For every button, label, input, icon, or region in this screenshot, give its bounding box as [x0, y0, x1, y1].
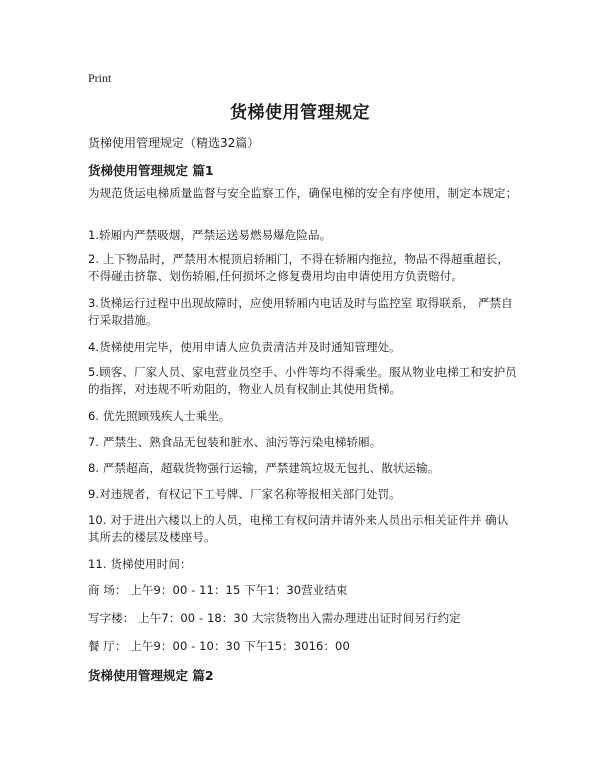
- section-heading-1: 货梯使用管理规定 篇1: [88, 163, 214, 178]
- schedule-restaurant: 餐 厅： 上午9：00 - 10：30 下午15：3016：00: [88, 639, 350, 653]
- paragraph-rule-5: 5.顾客、厂家人员、家电营业员空手、小件等均不得乘坐。服从物业电梯工和安护员的指挥，对违规不听劝阻的，物业人员有权制止其使用货梯。: [88, 365, 517, 396]
- section-heading-2: 货梯使用管理规定 篇2: [88, 668, 214, 683]
- paragraph-rule-3: 3.货梯运行过程中出现故障时，应使用轿厢内电话及时与监控室 取得联系， 严禁自行采取措施。: [88, 296, 513, 327]
- paragraph-rule-2: 2. 上下物品时，严禁用木棍顶启轿厢门，不得在轿厢内拖拉，物品不得超重超长，不得碰击挤靠、划伤轿厢,任何损坏之修复费用均由申请使用方负责赔付。: [88, 252, 509, 283]
- paragraph-rule-9: 9.对违规者，有权记下工号牌、厂家名称等报相关部门处罚。: [88, 487, 401, 501]
- paragraph-rule-6: 6. 优先照顾残疾人士乘坐。: [88, 409, 231, 423]
- paragraph-rule-11: 11. 货梯使用时间：: [88, 557, 192, 571]
- schedule-mall: 商 场： 上午9：00 - 11：15 下午1：30营业结束: [88, 583, 348, 597]
- document-subtitle: 货梯使用管理规定（精选32篇）: [88, 136, 260, 150]
- paragraph-rule-7: 7. 严禁生、熟食品无包装和脏水、油污等污染电梯轿厢。: [88, 435, 382, 449]
- page-title: 货梯使用管理规定: [230, 103, 370, 123]
- paragraph-rule-4: 4.货梯使用完毕，使用申请人应负责清洁并及时通知管理处。: [88, 340, 401, 354]
- print-label: Print: [88, 71, 112, 85]
- schedule-office: 写字楼： 上午7：00 - 18：30 大宗货物出入需办理进出证时间另行约定: [88, 611, 461, 625]
- paragraph-rule-1: 1.轿厢内严禁吸烟，严禁运送易燃易爆危险品。: [88, 228, 332, 242]
- paragraph-rule-10: 10. 对于进出六楼以上的人员，电梯工有权问清并请外来人员出示相关证件并 确认其所去的楼层及楼座号。: [88, 513, 509, 544]
- paragraph-rule-8: 8. 严禁超高，超载货物强行运输，严禁建筑垃圾无包扎、散状运输。: [88, 461, 440, 475]
- paragraph-intro: 为规范货运电梯质量监督与安全监察工作，确保电梯的安全有序使用，制定本规定；: [88, 186, 518, 200]
